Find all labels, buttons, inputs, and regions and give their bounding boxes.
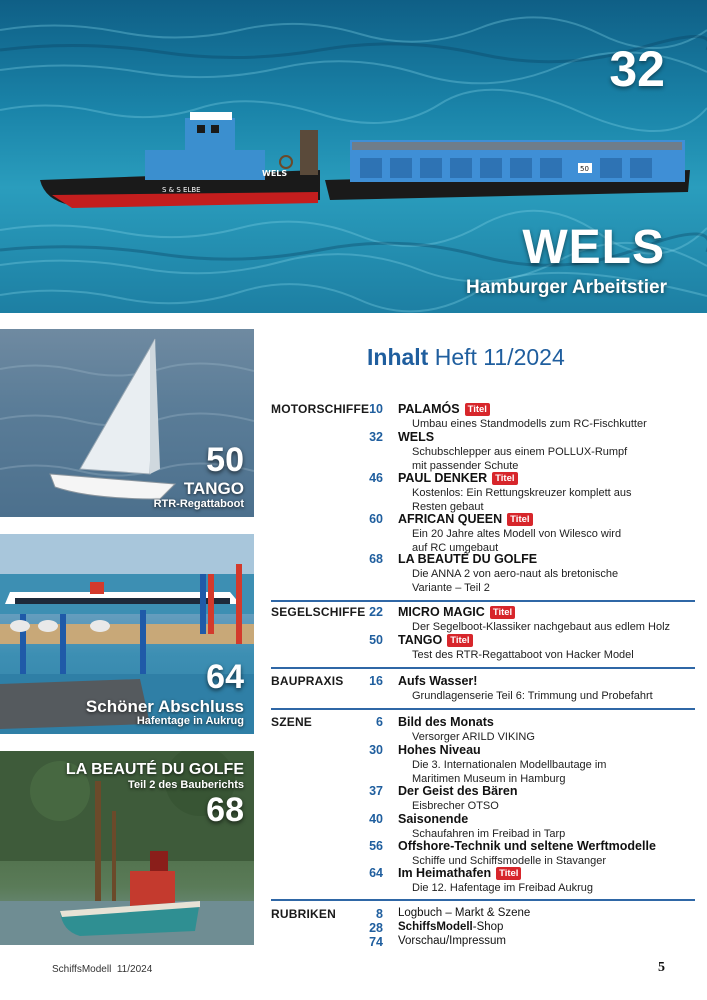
entry-page: 74 bbox=[369, 935, 383, 949]
toc-section-baupraxis bbox=[271, 674, 695, 708]
entry-title: Vorschau/Impressum bbox=[398, 935, 507, 947]
entry-description: Die ANNA 2 von aero-naut als bretonische bbox=[412, 568, 619, 580]
toc-section-szene bbox=[271, 715, 695, 895]
entry-title: Der Geist des Bären bbox=[398, 784, 518, 798]
entry-page: 8 bbox=[376, 907, 383, 921]
entry-title: PAUL DENKER Titel bbox=[398, 471, 518, 485]
entry-page: 32 bbox=[369, 430, 383, 444]
footer-issue: 11/2024 bbox=[116, 964, 153, 975]
toc-heading bbox=[367, 344, 565, 371]
feature-subtitle: Teil 2 des Bauberichts bbox=[128, 779, 244, 791]
title-badge: Titel bbox=[465, 403, 490, 416]
toc-section-motorschiffe bbox=[271, 402, 695, 598]
footer-magazine-name: SchiffsModell bbox=[52, 964, 112, 975]
feature-photo-tango bbox=[0, 329, 254, 517]
entry-title: WELS bbox=[398, 430, 435, 444]
entry-page: 10 bbox=[369, 402, 383, 416]
entry-title: Hohes Niveau bbox=[398, 743, 481, 757]
feature-title: LA BEAUTÉ DU GOLFE bbox=[65, 761, 244, 778]
entry-page: 16 bbox=[369, 674, 383, 688]
footer-magazine bbox=[52, 964, 152, 975]
tug-boat-graphic bbox=[40, 112, 320, 208]
section-divider bbox=[271, 899, 695, 901]
entry-page: 30 bbox=[369, 743, 383, 757]
entry-page: 22 bbox=[369, 605, 383, 619]
feature-subtitle: Hafentage in Aukrug bbox=[136, 715, 244, 727]
feature-photo-harbor bbox=[0, 534, 254, 734]
title-badge: Titel bbox=[507, 513, 532, 526]
entry-title: MICRO MAGIC Titel bbox=[398, 605, 515, 619]
hero-subtitle: Hamburger Arbeitstier bbox=[466, 277, 667, 298]
entry-page: 60 bbox=[369, 512, 383, 526]
entry-description: Maritimen Museum in Hamburg bbox=[412, 773, 566, 785]
toc-section-rubriken bbox=[271, 907, 695, 951]
entry-title: AFRICAN QUEEN Titel bbox=[398, 512, 533, 526]
entry-description: Schaufahren im Freibad in Tarp bbox=[412, 828, 566, 840]
entry-page: 68 bbox=[369, 552, 383, 566]
toc-heading-issue: Heft 11/2024 bbox=[434, 344, 565, 370]
entry-page: 50 bbox=[369, 633, 383, 647]
section-label: RUBRIKEN bbox=[271, 907, 336, 921]
entry-title: Bild des Monats bbox=[398, 715, 494, 729]
entry-description: Umbau eines Standmodells zum RC-Fischkutter bbox=[412, 418, 647, 430]
section-label: MOTORSCHIFFE bbox=[271, 402, 370, 416]
entry-title: SchiffsModell-Shop bbox=[398, 921, 504, 933]
hero-title: WELS bbox=[522, 221, 665, 274]
entry-page: 64 bbox=[369, 866, 383, 880]
entry-page: 56 bbox=[369, 839, 383, 853]
entry-title: Logbuch – Markt & Szene bbox=[398, 907, 531, 919]
section-divider bbox=[271, 600, 695, 602]
title-badge: Titel bbox=[492, 472, 517, 485]
feature-photo-beaute bbox=[0, 751, 254, 945]
entry-title: PALAMÓS Titel bbox=[398, 402, 490, 416]
feature-subtitle: RTR-Regattaboot bbox=[153, 498, 244, 510]
entry-title: TANGO Titel bbox=[398, 633, 473, 647]
entry-description: Die 3. Internationalen Modellbautage im bbox=[412, 759, 607, 771]
title-badge: Titel bbox=[490, 606, 515, 619]
entry-description: Die 12. Hafentage im Freibad Aukrug bbox=[412, 882, 593, 894]
entry-description: Grundlagenserie Teil 6: Trimmung und Probefahrt bbox=[412, 690, 653, 702]
entry-description: Schiffe und Schiffsmodelle in Stavanger bbox=[412, 855, 607, 867]
entry-title: Aufs Wasser! bbox=[398, 674, 478, 688]
barge-graphic bbox=[325, 140, 690, 200]
feature-page-number: 50 bbox=[206, 441, 244, 479]
entry-description: Ein 20 Jahre altes Modell von Wilesco wird bbox=[412, 528, 622, 540]
entry-description: Der Segelboot-Klassiker nachgebaut aus edlem Holz bbox=[412, 621, 671, 633]
entry-page: 28 bbox=[369, 921, 383, 935]
entry-title: Offshore-Technik und seltene Werftmodelle bbox=[398, 839, 656, 853]
entry-page: 37 bbox=[369, 784, 383, 798]
title-badge: Titel bbox=[447, 634, 472, 647]
entry-description: auf RC umgebaut bbox=[412, 542, 499, 554]
section-label: BAUPRAXIS bbox=[271, 674, 344, 688]
hero-page-number: 32 bbox=[609, 41, 665, 97]
entry-description: Eisbrecher OTSO bbox=[412, 800, 499, 812]
entry-title: Saisonende bbox=[398, 812, 469, 826]
hero-image bbox=[0, 0, 707, 313]
entry-title: LA BEAUTÉ DU GOLFE bbox=[398, 552, 538, 566]
entry-description: Test des RTR-Regattaboot von Hacker Model bbox=[412, 649, 634, 661]
title-badge: Titel bbox=[496, 867, 521, 880]
feature-title: TANGO bbox=[183, 479, 244, 498]
entry-description: Kostenlos: Ein Rettungskreuzer komplett aus bbox=[412, 487, 632, 499]
toc-heading-bold: Inhalt bbox=[367, 344, 429, 370]
feature-page-number: 64 bbox=[206, 658, 244, 696]
section-label: SEGELSCHIFFE bbox=[271, 605, 366, 619]
entry-description: Schubschlepper aus einem POLLUX-Rumpf bbox=[412, 446, 628, 458]
entry-description: Variante – Teil 2 bbox=[412, 582, 490, 594]
svg-text:S & S ELBE: S & S ELBE bbox=[162, 186, 201, 194]
entry-description: Versorger ARILD VIKING bbox=[412, 731, 535, 743]
section-label: SZENE bbox=[271, 715, 313, 729]
footer-page-number: 5 bbox=[658, 960, 665, 975]
entry-description: mit passender Schute bbox=[412, 460, 519, 472]
svg-text:WELS: WELS bbox=[262, 169, 288, 178]
toc-section-segelschiffe bbox=[271, 605, 695, 667]
entry-description: Resten gebaut bbox=[412, 501, 484, 513]
section-divider bbox=[271, 667, 695, 669]
entry-page: 46 bbox=[369, 471, 383, 485]
svg-text:50: 50 bbox=[580, 165, 589, 173]
section-divider bbox=[271, 708, 695, 710]
feature-page-number: 68 bbox=[206, 791, 244, 829]
entry-page: 40 bbox=[369, 812, 383, 826]
feature-title: Schöner Abschluss bbox=[85, 697, 244, 716]
entry-title: Im Heimathafen Titel bbox=[398, 866, 521, 880]
entry-page: 6 bbox=[376, 715, 383, 729]
